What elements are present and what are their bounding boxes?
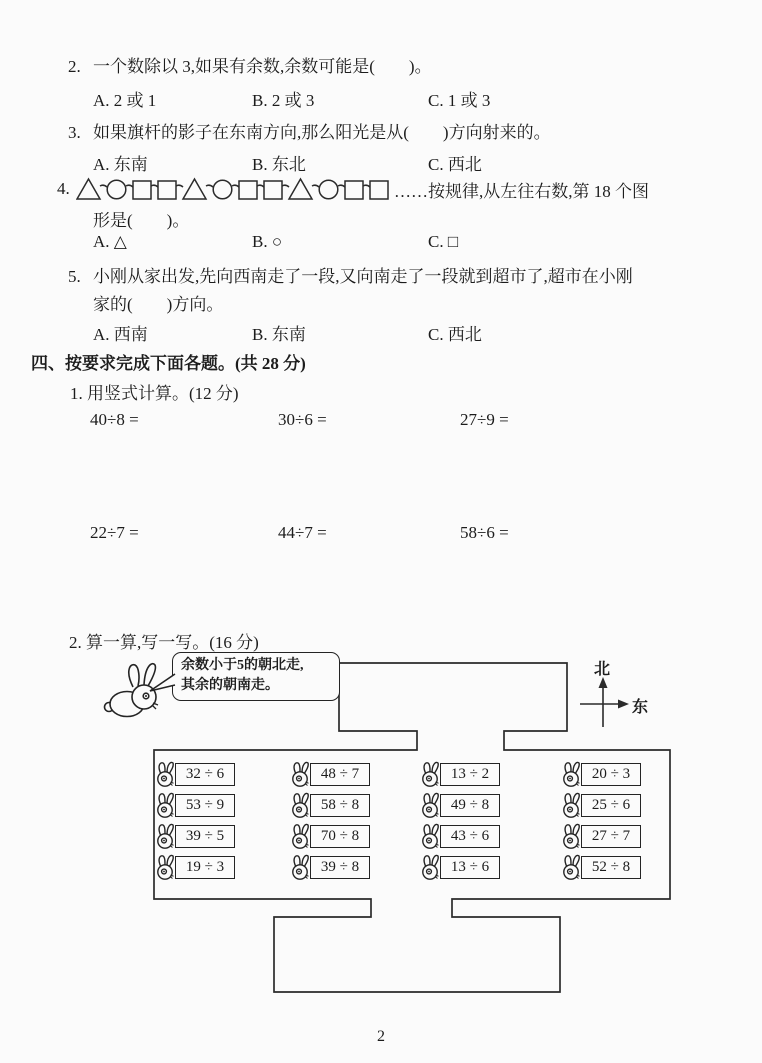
division-problem: 30÷6 = bbox=[278, 410, 327, 429]
speech-bubble bbox=[172, 652, 340, 701]
division-expression: 32 ÷ 6 bbox=[175, 763, 235, 786]
question-3-options bbox=[93, 150, 482, 175]
compass-east-label: 东 bbox=[632, 699, 649, 716]
bunny-icon bbox=[561, 823, 583, 849]
division-expression: 48 ÷ 7 bbox=[310, 763, 370, 786]
speech-bubble-line1: 余数小于5的朝北走, bbox=[181, 658, 304, 673]
bunny-icon bbox=[290, 792, 312, 818]
bunny-icon bbox=[561, 792, 583, 818]
division-card bbox=[561, 792, 641, 818]
division-problem: 27÷9 = bbox=[460, 410, 509, 429]
shape-pattern-sequence bbox=[76, 176, 390, 202]
subtask-1-title: 1. 用竖式计算。(12 分) bbox=[70, 384, 239, 403]
question-4-text: ……按规律,从左往右数,第 18 个图 bbox=[394, 181, 649, 201]
division-expression: 25 ÷ 6 bbox=[581, 794, 641, 817]
division-problem: 44÷7 = bbox=[278, 523, 327, 542]
question-2-number: 2. bbox=[68, 57, 81, 76]
page-number: 2 bbox=[377, 1028, 385, 1045]
division-expression: 27 ÷ 7 bbox=[581, 825, 641, 848]
question-4-line bbox=[57, 176, 649, 202]
shape-chain bbox=[76, 176, 390, 202]
answer-option: C. 西北 bbox=[428, 155, 482, 174]
bunny-icon bbox=[420, 823, 442, 849]
speech-bubble-line2: 其余的朝南走。 bbox=[181, 678, 279, 694]
division-expression: 43 ÷ 6 bbox=[440, 825, 500, 848]
division-expression: 49 ÷ 8 bbox=[440, 794, 500, 817]
answer-option: B. 东北 bbox=[252, 155, 306, 174]
card-column-1 bbox=[155, 761, 235, 880]
question-5-number: 5. bbox=[68, 267, 81, 286]
division-problem: 40÷8 = bbox=[90, 410, 139, 429]
division-row-1 bbox=[90, 410, 509, 430]
question-4-number: 4. bbox=[57, 179, 70, 198]
card-column-4 bbox=[561, 761, 641, 880]
division-expression: 13 ÷ 6 bbox=[440, 856, 500, 879]
bunny-icon bbox=[290, 854, 312, 880]
question-2-line bbox=[68, 52, 432, 77]
division-expression: 20 ÷ 3 bbox=[581, 763, 641, 786]
question-5-line2: 家的( )方向。 bbox=[93, 295, 224, 314]
division-card bbox=[155, 792, 235, 818]
question-4-options bbox=[93, 232, 458, 252]
answer-option: C. □ bbox=[428, 232, 459, 251]
bunny-icon bbox=[420, 792, 442, 818]
bunny-icon bbox=[155, 854, 177, 880]
division-card bbox=[290, 854, 370, 880]
answer-option: A. 东南 bbox=[93, 155, 148, 174]
speech-bubble-tail bbox=[148, 672, 176, 696]
division-card bbox=[561, 854, 641, 880]
answer-option: C. 1 或 3 bbox=[428, 91, 491, 110]
division-card bbox=[155, 823, 235, 849]
division-expression: 19 ÷ 3 bbox=[175, 856, 235, 879]
division-problem: 58÷6 = bbox=[460, 523, 509, 542]
answer-option: C. 西北 bbox=[428, 325, 482, 344]
division-expression: 70 ÷ 8 bbox=[310, 825, 370, 848]
division-expression: 39 ÷ 8 bbox=[310, 856, 370, 879]
question-3-text: 如果旗杆的影子在东南方向,那么阳光是从( )方向射来的。 bbox=[93, 123, 551, 142]
answer-option: B. 东南 bbox=[252, 325, 306, 344]
division-card bbox=[155, 761, 235, 787]
bunny-icon bbox=[290, 823, 312, 849]
question-3-number: 3. bbox=[68, 123, 81, 142]
answer-option: A. 2 或 1 bbox=[93, 91, 157, 110]
division-card bbox=[290, 761, 370, 787]
question-4-line2: 形是( )。 bbox=[93, 211, 190, 230]
division-card bbox=[420, 823, 500, 849]
division-card bbox=[420, 792, 500, 818]
division-expression: 13 ÷ 2 bbox=[440, 763, 500, 786]
division-row-2 bbox=[90, 523, 509, 543]
bunny-icon bbox=[420, 761, 442, 787]
answer-option: B. ○ bbox=[252, 232, 283, 251]
division-card bbox=[420, 761, 500, 787]
answer-option: A. △ bbox=[93, 232, 127, 251]
subtask-2-title: 2. 算一算,写一写。(16 分) bbox=[69, 633, 259, 652]
question-3-line bbox=[68, 118, 551, 143]
division-card bbox=[561, 823, 641, 849]
bunny-icon bbox=[290, 761, 312, 787]
question-5-text1: 小刚从家出发,先向西南走了一段,又向南走了一段就到超市了,超市在小刚 bbox=[93, 267, 633, 286]
division-card bbox=[155, 854, 235, 880]
division-expression: 52 ÷ 8 bbox=[581, 856, 641, 879]
division-problem: 22÷7 = bbox=[90, 523, 139, 542]
bunny-icon bbox=[155, 761, 177, 787]
bunny-icon bbox=[155, 792, 177, 818]
question-2-options bbox=[93, 86, 490, 111]
question-5-options bbox=[93, 320, 482, 345]
bunny-icon bbox=[155, 823, 177, 849]
division-card bbox=[420, 854, 500, 880]
division-expression: 39 ÷ 5 bbox=[175, 825, 235, 848]
bunny-icon bbox=[561, 761, 583, 787]
answer-option: B. 2 或 3 bbox=[252, 91, 315, 110]
compass-north-label: 北 bbox=[594, 661, 611, 678]
division-card bbox=[561, 761, 641, 787]
question-5-line1 bbox=[68, 262, 633, 287]
bunny-icon bbox=[561, 854, 583, 880]
division-expression: 53 ÷ 9 bbox=[175, 794, 235, 817]
division-card bbox=[290, 792, 370, 818]
bunny-icon bbox=[420, 854, 442, 880]
card-column-2 bbox=[290, 761, 370, 880]
compass-icon bbox=[580, 677, 629, 727]
division-card bbox=[290, 823, 370, 849]
card-column-3 bbox=[420, 761, 500, 880]
division-expression: 58 ÷ 8 bbox=[310, 794, 370, 817]
answer-option: A. 西南 bbox=[93, 325, 148, 344]
section-4-title: 四、按要求完成下面各题。(共 28 分) bbox=[31, 354, 306, 373]
question-2-text: 一个数除以 3,如果有余数,余数可能是( )。 bbox=[93, 57, 432, 76]
